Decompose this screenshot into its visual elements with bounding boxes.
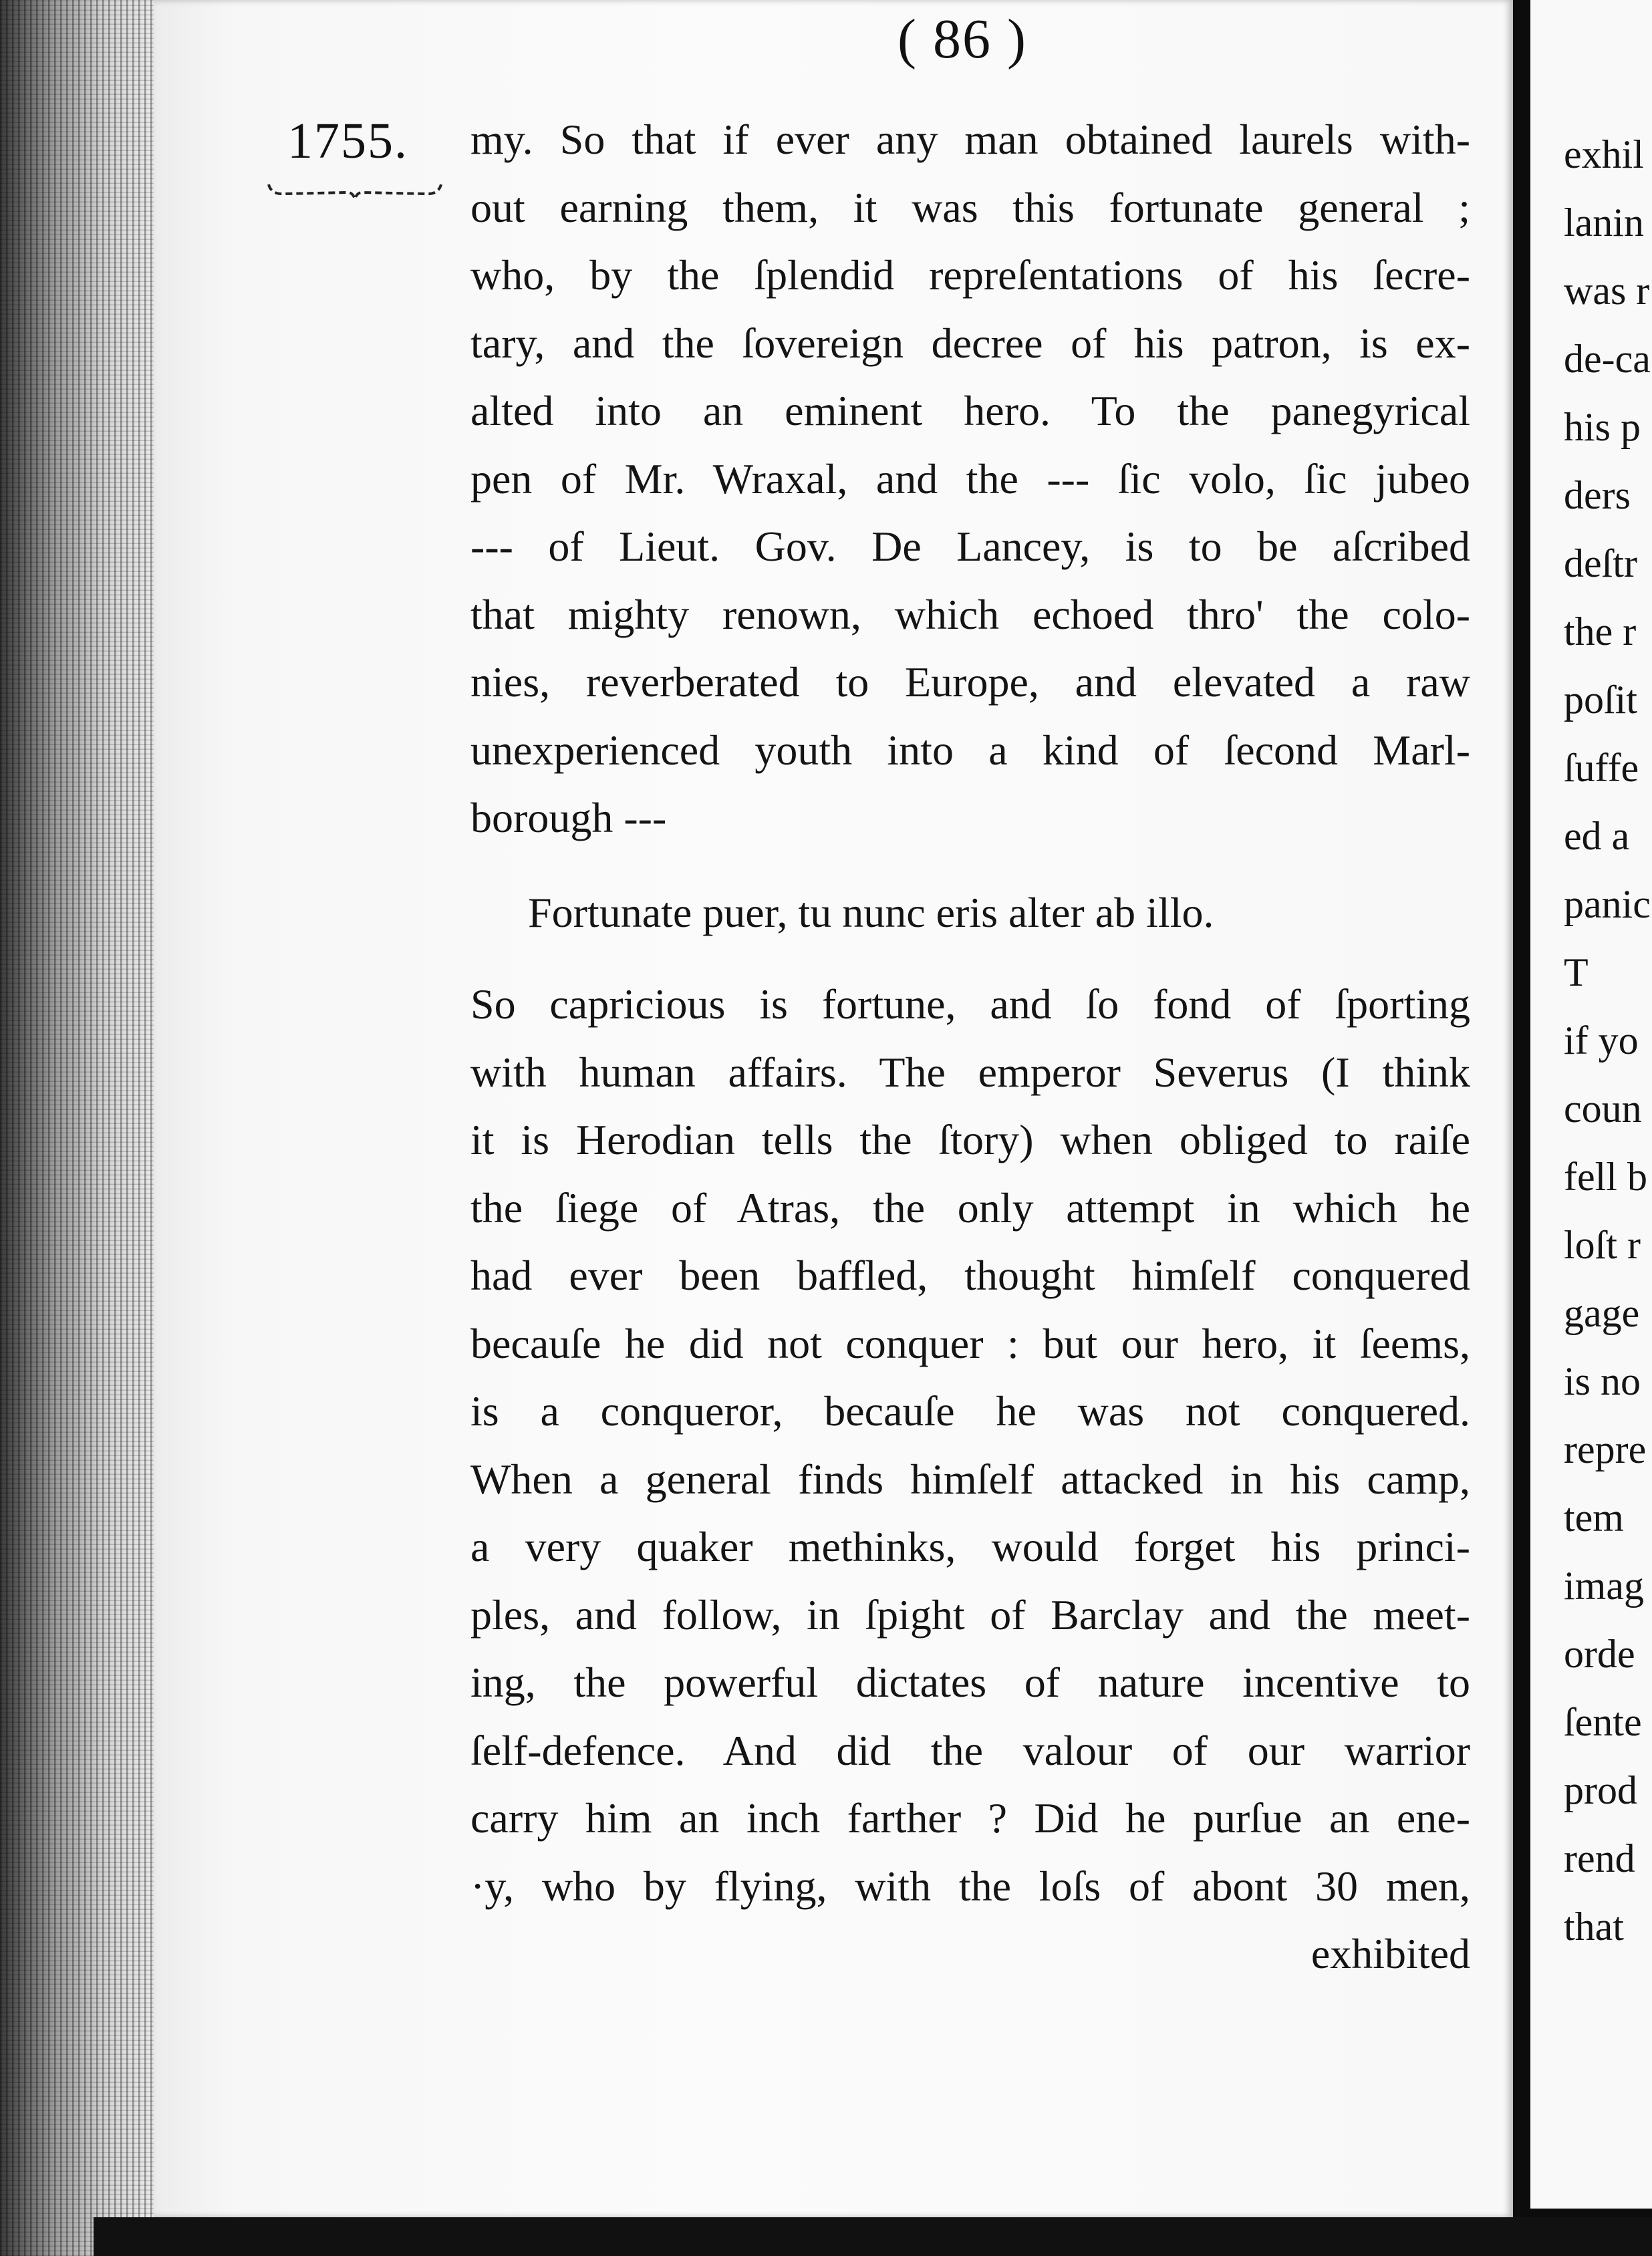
facing-line: rend bbox=[1564, 1836, 1635, 1880]
body-text bbox=[470, 106, 1470, 1988]
facing-line: panic bbox=[1564, 882, 1651, 926]
facing-line: exhil bbox=[1564, 132, 1644, 176]
text-line: nies, reverberated to Europe, and elevated a raw bbox=[470, 658, 1470, 706]
facing-line: deſtr bbox=[1564, 541, 1637, 585]
facing-line: the r bbox=[1564, 609, 1637, 654]
text-line: tary, and the ſovereign decree of his patron, is ex- bbox=[470, 319, 1470, 367]
facing-line: orde bbox=[1564, 1632, 1635, 1676]
text-line: ·y, who by flying, with the loſs of abont 30 men, bbox=[470, 1862, 1470, 1910]
text-line: who, by the ſplendid repreſentations of his ſecre- bbox=[470, 251, 1470, 299]
facing-line: ſente bbox=[1564, 1700, 1642, 1744]
marginal-year-note: 1755. bbox=[287, 113, 408, 169]
facing-line: his p bbox=[1564, 405, 1641, 449]
text-line: carry him an inch farther ? Did he purſue an ene- bbox=[470, 1794, 1470, 1842]
facing-line: ſuffe bbox=[1564, 746, 1639, 790]
text-line: the ſiege of Atras, the only attempt in which he bbox=[470, 1183, 1470, 1232]
facing-line: is no bbox=[1564, 1359, 1641, 1403]
page-bottom-edge bbox=[94, 2217, 1652, 2256]
facing-line: repre bbox=[1564, 1427, 1647, 1471]
facing-line: fell b bbox=[1564, 1155, 1647, 1199]
text-line: ſelf-defence. And did the valour of our warrior bbox=[470, 1726, 1470, 1774]
facing-line: imag bbox=[1564, 1564, 1644, 1608]
facing-line: ed a bbox=[1564, 814, 1630, 858]
text-line: ing, the powerful dictates of nature incentive to bbox=[470, 1659, 1470, 1706]
text-line: becauſe he did not conquer : but our hero, it ſeems, bbox=[470, 1319, 1470, 1367]
facing-line: loſt r bbox=[1564, 1223, 1641, 1267]
text-line: with human affairs. The emperor Severus (I think bbox=[470, 1048, 1470, 1096]
catchword: exhibited bbox=[1311, 1930, 1470, 1977]
facing-page-text bbox=[1564, 120, 1651, 1961]
text-line: So capricious is fortune, and ſo fond of ſporting bbox=[470, 980, 1470, 1028]
text-line: ples, and follow, in ſpight of Barclay and the meet- bbox=[470, 1590, 1470, 1639]
text-line: pen of Mr. Wraxal, and the --- ſic volo, ſic jubeo bbox=[470, 454, 1470, 503]
facing-line: tem bbox=[1564, 1496, 1624, 1540]
marginal-brace bbox=[267, 182, 442, 202]
facing-line: gage bbox=[1564, 1291, 1640, 1335]
text-line: a very quaker methinks, would forget his princi- bbox=[470, 1523, 1470, 1570]
text-line: When a general finds himſelf attacked in his camp, bbox=[470, 1455, 1470, 1503]
text-line: it is Herodian tells the ſtory) when obliged to raiſe bbox=[470, 1116, 1470, 1163]
facing-line: was r bbox=[1564, 269, 1650, 313]
facing-line: that bbox=[1564, 1905, 1624, 1949]
text-line: alted into an eminent hero. To the panegyrical bbox=[470, 387, 1470, 434]
text-line: had ever been baffled, thought himſelf conquered bbox=[470, 1252, 1470, 1299]
text-line: my. So that if ever any man obtained laurels with- bbox=[470, 116, 1470, 163]
facing-line: coun bbox=[1564, 1087, 1642, 1131]
facing-line: de-ca bbox=[1564, 337, 1651, 381]
text-line: borough --- bbox=[470, 794, 667, 841]
text-line: that mighty renown, which echoed thro' the colo- bbox=[470, 590, 1470, 638]
facing-line: T bbox=[1564, 950, 1589, 994]
facing-line: ders bbox=[1564, 473, 1631, 517]
facing-line: poſit bbox=[1564, 678, 1638, 722]
text-line: --- of Lieut. Gov. De Lancey, is to be aſcribed bbox=[470, 523, 1470, 570]
page-number: ( 86 ) bbox=[898, 8, 1027, 70]
facing-line: lanin bbox=[1564, 200, 1644, 245]
latin-quotation: Fortunate puer, tu nunc eris alter ab illo. bbox=[528, 888, 1214, 936]
facing-line: prod bbox=[1564, 1768, 1637, 1812]
text-line: out earning them, it was this fortunate general ; bbox=[470, 183, 1470, 231]
text-line: is a conqueror, becauſe he was not conquered. bbox=[470, 1387, 1470, 1435]
facing-line: if yo bbox=[1564, 1018, 1639, 1063]
text-line: unexperienced youth into a kind of ſecond Marl- bbox=[470, 726, 1470, 774]
book-gutter bbox=[0, 0, 154, 2256]
